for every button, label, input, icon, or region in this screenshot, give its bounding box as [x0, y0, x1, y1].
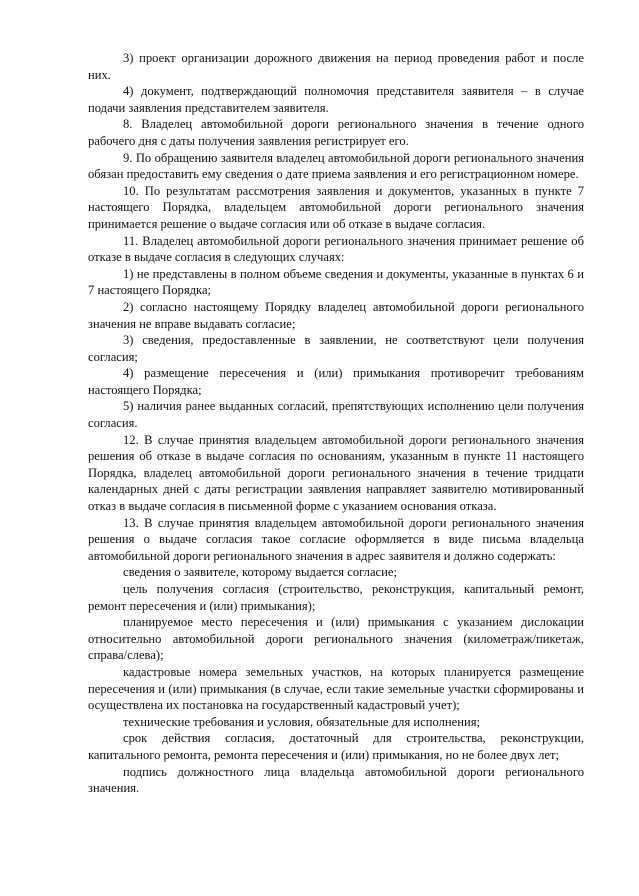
paragraph-13-item-requirements: технические требования и условия, обязательные для исполнения;: [123, 714, 480, 729]
paragraph-11-item-4: 4) размещение пересечения и (или) примыкания противоречит требованиям настоящего Порядка;: [88, 366, 584, 397]
paragraph-13-item-cadastral: кадастровые номера земельных участков, на которых планируется размещение пересечения и (или) примыкания (в случае, если такие земельные участки сформированы и осуществлена их постановка на государственный кадастровый учет);: [88, 664, 584, 713]
paragraph-8: 8. Владелец автомобильной дороги регионального значения в течение одного рабочего дня с даты получения заявления регистрирует его.: [88, 117, 584, 148]
paragraph-11: 11. Владелец автомобильной дороги регионального значения принимает решение об отказе в выдаче согласия в следующих случаях:: [88, 233, 584, 265]
paragraph-item-4: 4) документ, подтверждающий полномочия представителя заявителя – в случае подачи заявления представителем заявителя.: [88, 84, 584, 115]
paragraph-12: 12. В случае принятия владельцем автомобильной дороги регионального значения решения об отказе в выдаче согласия по основаниям, указанным в пункте 11 настоящего Порядка, владелец автомобильной дороги регионального значения в течение тридцати календарных дней с даты регистрации заявления направляет заявителю мотивированный отказ в выдаче согласия в письменной форме с указанием основания отказа.: [88, 432, 584, 514]
paragraph-11-item-1: 1) не представлены в полном объеме сведения и документы, указанные в пунктах 6 и 7 настоящего Порядка;: [88, 266, 584, 298]
paragraph-11-item-5: 5) наличия ранее выданных согласий, препятствующих исполнению цели получения согласия.: [88, 399, 584, 431]
paragraph-13-item-signature: подпись должностного лица владельца автомобильной дороги регионального значения.: [88, 764, 584, 796]
paragraph-item-3: 3) проект организации дорожного движения на период проведения работ и после них.: [88, 51, 584, 82]
paragraph-13: 13. В случае принятия владельцем автомобильной дороги регионального значения решения о выдаче согласия такое согласие оформляется в виде письма владельца автомобильной дороги регионального значения в адрес заявителя и должно содержать:: [88, 515, 584, 563]
paragraph-13-item-applicant: сведения о заявителе, которому выдается согласие;: [123, 565, 397, 580]
paragraph-13-item-term: срок действия согласия, достаточный для строительства, реконструкции, капитального ремонта, ремонта пересечения и (или) примыкания, но не более двух лет;: [88, 731, 584, 762]
paragraph-11-item-3: 3) сведения, предоставленные в заявлении, не соответствуют цели получения согласия;: [88, 333, 584, 364]
paragraph-13-item-purpose: цель получения согласия (строительство, реконструкция, капитальный ремонт, ремонт пересечения и (или) примыкания);: [88, 582, 584, 613]
paragraph-10: 10. По результатам рассмотрения заявления и документов, указанных в пункте 7 настоящего Порядка, владельцем автомобильной дороги регионального значения принимается решение о выдаче согласия или об отказе в выдаче согласия.: [88, 183, 584, 231]
paragraph-9: 9. По обращению заявителя владелец автомобильной дороги регионального значения обязан предоставить ему сведения о дате приема заявления и его регистрационном номере.: [88, 150, 584, 182]
paragraph-13-item-location: планируемое место пересечения и (или) примыкания с указанием дислокации относительно автомобильной дороги регионального значения (километраж/пикетаж, справа/слева);: [88, 615, 584, 663]
paragraph-11-item-2: 2) согласно настоящему Порядку владелец автомобильной дороги регионального значения не вправе выдавать согласие;: [88, 299, 584, 331]
document-page: [88, 50, 584, 797]
